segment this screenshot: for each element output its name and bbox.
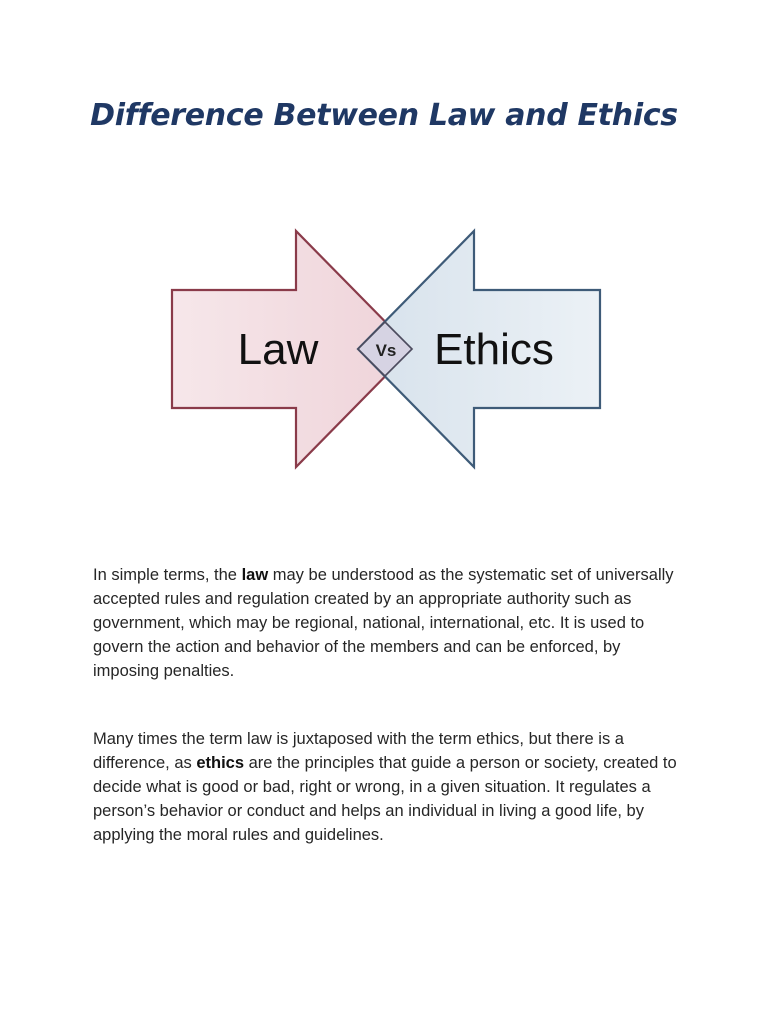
law-definition-paragraph (93, 563, 683, 683)
paragraph-text: Many times the term law is juxtaposed with the term ethics, but there is a difference, as (93, 730, 624, 772)
page-title: Difference Between Law and Ethics (90, 98, 678, 133)
paragraph-text: In simple terms, the (93, 566, 242, 584)
ethics-label: Ethics (434, 325, 554, 374)
ethics-term: ethics (196, 754, 245, 772)
ethics-definition-paragraph (93, 727, 683, 847)
law-vs-ethics-figure (168, 228, 604, 470)
law-label: Law (237, 325, 319, 374)
paragraph-text: are the principles that guide a person or society, created to decide what is good or bad, right or wrong, in a given situation. It regulates a person’s behavior or conduct and helps an individual in living a good life, by applying the moral rules and guidelines. (93, 754, 677, 844)
law-term: law (241, 566, 269, 584)
paragraph-text: may be understood as the systematic set of universally accepted rules and regulation created by an appropriate authority such as government, which may be regional, national, international, etc. It is used to govern the action and behavior of the members and can be enforced, by imposing penalties. (93, 566, 674, 680)
vs-label: Vs (375, 341, 397, 360)
